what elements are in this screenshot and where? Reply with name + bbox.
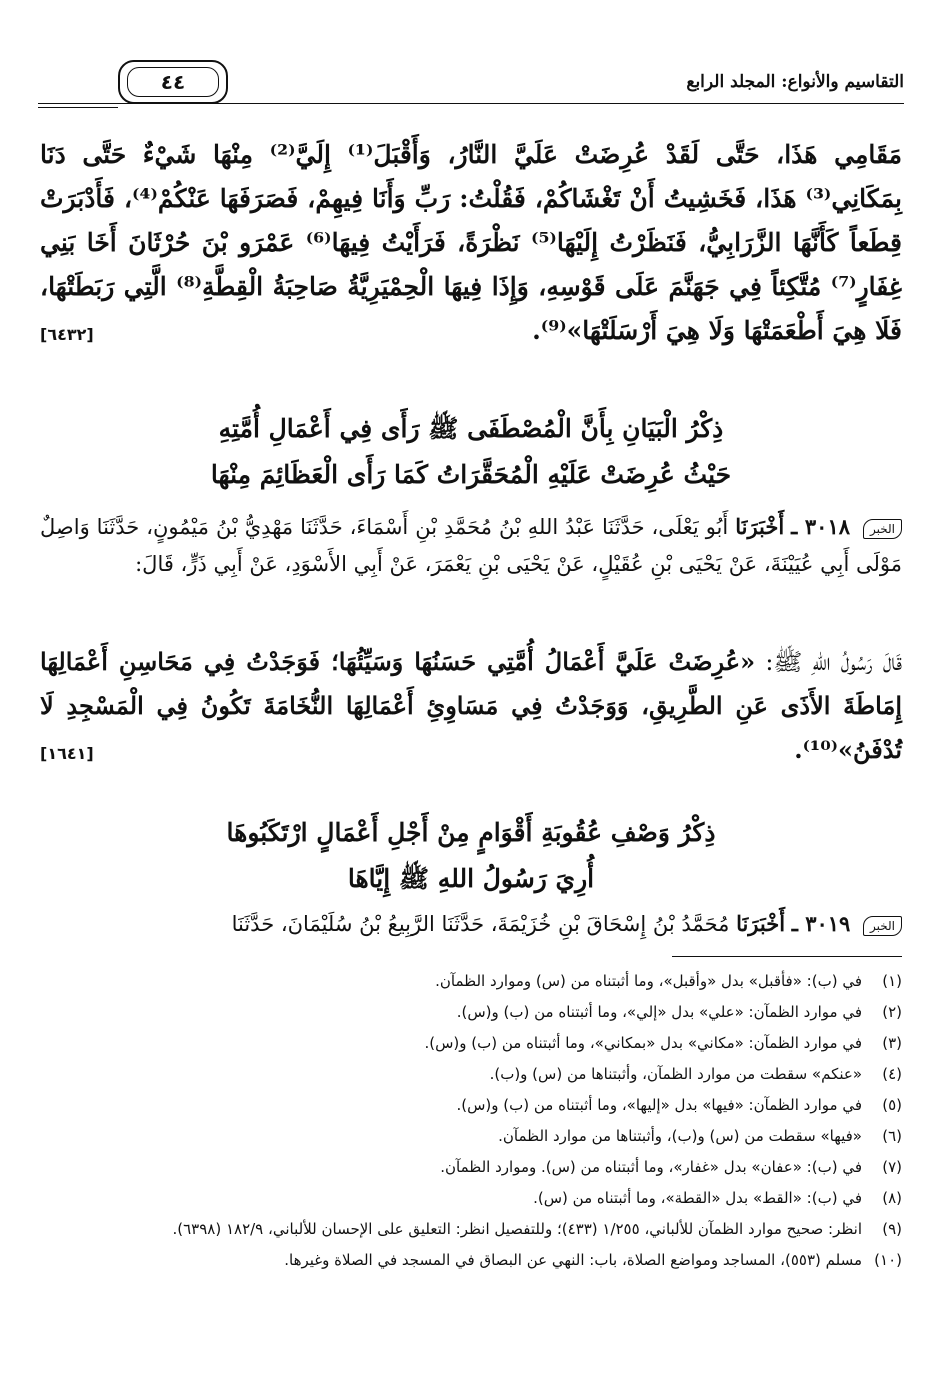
hadith-isnad <box>40 905 902 943</box>
matn-text: «عُرِضَتْ عَلَيَّ أَعْمَالُ أُمَّتِي حَسَنُهَا وَسَيِّئُهَا؛ فَوَجَدْتُ فِي مَحَاسِنِ أَعْمَالِهَا إِمَاطَةَ الأَذَى عَنِ الطَّرِيقِ، وَوَجَدْتُ فِي مَسَاوِئِ أَعْمَالِهَا النُّخَامَةَ تَكُونُ فِي الْمَسْجِدِ لَا تُدْفَنُ»⁽¹⁰⁾. <box>40 647 902 764</box>
running-title: التقاسيم والأنواع: المجلد الرابع <box>686 72 904 92</box>
footnote-text: في (ب): «فأقبل» بدل «وأقبل»، وما أثبتناه من (س) وموارد الظمآن. <box>435 972 862 990</box>
isnad-text: مُحَمَّدُ بْنُ إِسْحَاقَ بْنِ خُزَيْمَةَ، حَدَّثَنَا الرَّبِيعُ بْنُ سُلَيْمَانَ، حَدَّثَنَا <box>231 912 730 936</box>
header-rule-secondary <box>38 107 118 108</box>
footnote <box>40 1183 902 1214</box>
footnote <box>40 1028 902 1059</box>
hadith-isnad <box>40 508 902 583</box>
footnote <box>40 1059 902 1090</box>
matn-intro: قَالَ رَسُولُ اللهِ ﷺ: <box>765 648 902 676</box>
footnote <box>40 1245 902 1276</box>
footnote-separator <box>672 956 902 957</box>
page-number-frame <box>118 60 228 104</box>
footnote-number: (١٠) <box>874 1251 902 1269</box>
hadith-number: ٣٠١٨ ـ <box>791 514 851 539</box>
isnad-text: أَبُو يَعْلَى، حَدَّثَنَا عَبْدُ اللهِ بْنُ مُحَمَّدِ بْنِ أَسْمَاءَ، حَدَّثَنَا مَهْدِيُّ بْنُ مَيْمُونٍ، حَدَّثَنَا وَاصِلٌ مَوْلَى أَبِي عُيَيْنَةَ، عَنْ يَحْيَى بْنِ عُقَيْلٍ، عَنْ يَحْيَى بْنِ يَعْمَرَ، عَنْ أَبِي الأَسْوَدِ، عَنْ أَبِي ذَرٍّ، قَالَ: <box>40 515 902 576</box>
chapter-heading-1 <box>40 406 902 498</box>
footnote-text: في موارد الظمآن: «مكاني» بدل «بمكاني»، وما أثبتناه من (ب) و(س). <box>424 1034 862 1052</box>
khabar-badge-icon: الخبر <box>863 916 902 936</box>
footnote <box>40 966 902 997</box>
paragraph-text: مَقَامِي هَذَا، حَتَّى لَقَدْ عُرِضَتْ عَلَيَّ النَّارُ، وَأَقْبَلَ⁽¹⁾ إِلَيَّ⁽²⁾ مِنْهَا شَيْءٌ حَتَّى دَنَا بِمَكَانِي⁽³⁾ هَذَا، فَخَشِيتُ أَنْ تَغْشَاكُمْ، فَقُلْتُ: رَبِّ وَأَنَا فِيهِمْ، فَصَرَفَهَا عَنْكُمْ⁽⁴⁾، فَأَدْبَرَتْ قِطَعاً كَأَنَّهَا الزَّرَابِيُّ، فَنَظَرْتُ إِلَيْهَا⁽⁵⁾ نَظْرَةً، فَرَأَيْتُ فِيهَا⁽⁶⁾ عَمْرَو بْنَ حُرْثَانَ أَخَا بَنِي غِفَارٍ⁽⁷⁾ مُتَّكِئاً فِي جَهَنَّمَ عَلَى قَوْسِهِ، وَإِذَا فِيهَا الْحِمْيَرِيَّةُ صَاحِبَةُ الْقِطَّةِ⁽⁸⁾ الَّتِي رَبَطَتْهَا، فَلَا هِيَ أَطْعَمَتْهَا وَلَا هِيَ أَرْسَلَتْهَا»⁽⁹⁾. <box>40 140 902 345</box>
footnote-text: في (ب): «القط» بدل «القطة»، وما أثبتناه من (س). <box>533 1189 862 1207</box>
akhbarana-label: أَخْبَرَنَا <box>735 514 785 539</box>
khabar-badge-icon: الخبر <box>863 519 902 539</box>
footnote <box>40 1214 902 1245</box>
footnote-text: «عنكم» سقطت من موارد الظمآن، وأثبتناها من (س) و(ب). <box>489 1065 862 1083</box>
footnote-text: في موارد الظمآن: «علي» بدل «إلي»، وما أثبتناه من (ب) و(س). <box>456 1003 862 1021</box>
footnote <box>40 997 902 1028</box>
footnote-number: (٨) <box>882 1189 902 1207</box>
footnote <box>40 1152 902 1183</box>
footnote <box>40 1121 902 1152</box>
heading-line: ذِكْرُ وَصْفِ عُقُوبَةِ أَقْوَامٍ مِنْ أَجْلِ أَعْمَالٍ ارْتَكَبُوهَا <box>226 818 716 847</box>
footnote-text: مسلم (٥٥٣)، المساجد ومواضع الصلاة، باب: النهي عن البصاق في المسجد في الصلاة وغيرها. <box>284 1251 862 1269</box>
footnote-number: (٢) <box>882 1003 902 1021</box>
heading-line: أُرِيَ رَسُولُ اللهِ ﷺ إِيَّاهَا <box>347 864 595 893</box>
footnote-text: انظر: صحيح موارد الظمآن للألباني، ١/٢٥٥ (٤٣٣)؛ وللتفصيل انظر: التعليق على الإحسان للألباني، ١٨٢/٩ (٦٣٩٨). <box>172 1220 862 1238</box>
footnote-number: (٩) <box>882 1220 902 1238</box>
hadith-continuation-paragraph <box>40 133 902 357</box>
footnote-number: (٥) <box>882 1096 902 1114</box>
footnote-text: «فيها» سقطت من (س) و(ب)، وأثبتناها من موارد الظمآن. <box>498 1127 862 1145</box>
akhbarana-label: أَخْبَرَنَا <box>736 911 786 936</box>
footnote-number: (٣) <box>882 1034 902 1052</box>
footnotes <box>40 966 902 1276</box>
reference-number: [١٦٤١] <box>40 744 94 763</box>
footnote-text: في موارد الظمآن: «فيها» بدل «إليها»، وما أثبتناه من (ب) و(س). <box>456 1096 862 1114</box>
footnote <box>40 1090 902 1121</box>
footnote-number: (١) <box>882 972 902 990</box>
page-header <box>38 68 904 112</box>
heading-line: ذِكْرُ الْبَيَانِ بِأَنَّ الْمُصْطَفَى ﷺ رَأَى فِي أَعْمَالِ أُمَّتِهِ <box>218 414 724 443</box>
footnote-number: (٧) <box>882 1158 902 1176</box>
footnote-number: (٦) <box>882 1127 902 1145</box>
footnote-number: (٤) <box>882 1065 902 1083</box>
footnote-text: في (ب): «عفان» بدل «غفار»، وما أثبتناه من (س). وموارد الظمآن. <box>440 1158 862 1176</box>
chapter-heading-2 <box>40 810 902 902</box>
heading-line: حَيْثُ عُرِضَتْ عَلَيْهِ الْمُحَقَّرَاتُ كَمَا رَأَى الْعَظَائِمَ مِنْهَا <box>210 460 732 489</box>
hadith-number: ٣٠١٩ ـ <box>791 911 851 936</box>
page-number: ٤٤ <box>127 67 219 97</box>
reference-number: [٦٤٣٢] <box>40 325 94 344</box>
hadith-matn <box>40 640 902 776</box>
